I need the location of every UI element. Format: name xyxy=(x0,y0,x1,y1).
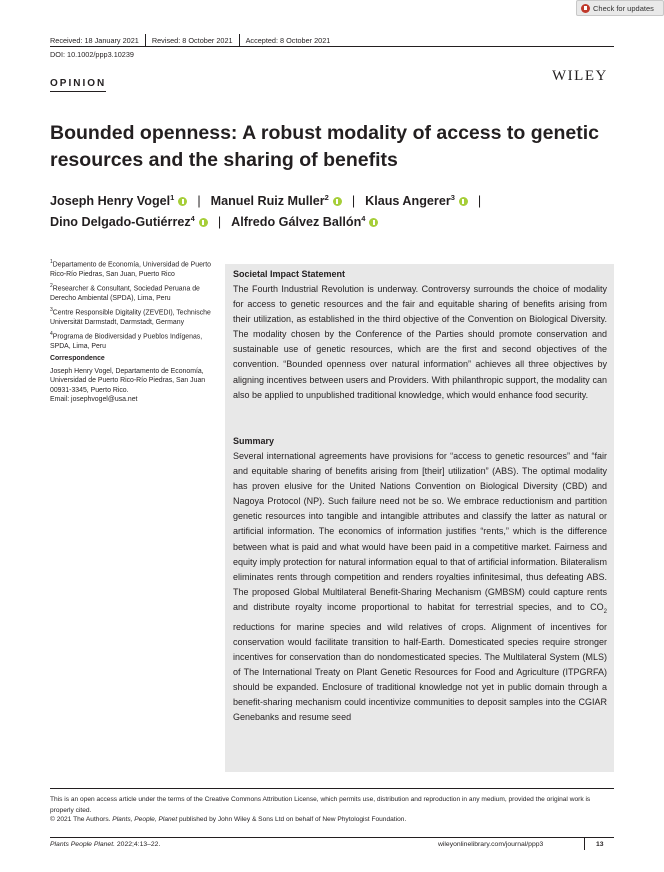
author-list-line-2 xyxy=(50,215,378,229)
check-updates-icon xyxy=(581,4,590,13)
page-number-separator xyxy=(584,838,585,850)
copyright-suffix: published by John Wiley & Sons Ltd on behalf of New Phytologist Foundation. xyxy=(177,816,407,823)
orcid-icon[interactable] xyxy=(333,197,342,206)
affiliation-sup: 1 xyxy=(50,259,53,265)
orcid-icon[interactable] xyxy=(459,197,468,206)
author-name: Klaus Angerer xyxy=(365,194,451,208)
affiliation xyxy=(50,330,215,351)
journal-citation xyxy=(50,841,160,848)
author-name: Joseph Henry Vogel xyxy=(50,194,171,208)
author-separator: | xyxy=(477,194,482,208)
section-label: OPINION xyxy=(50,78,107,89)
header-rule xyxy=(50,46,614,47)
author-separator: | xyxy=(197,194,201,208)
accepted-date: Accepted: 8 October 2021 xyxy=(245,36,331,45)
copyright-prefix: © 2021 The Authors. xyxy=(50,816,113,823)
author-affil-sup: 4 xyxy=(361,213,366,223)
author-affil-sup: 3 xyxy=(450,192,455,202)
author[interactable] xyxy=(211,194,342,208)
correspondence-email[interactable]: Email: josephvogel@usa.net xyxy=(50,396,138,404)
copyright-text xyxy=(50,816,406,823)
page-number: 13 xyxy=(596,841,604,848)
author-separator: | xyxy=(217,215,222,229)
co2-subscript: 2 xyxy=(603,608,607,615)
orcid-icon[interactable] xyxy=(178,197,187,206)
correspondence-address: Joseph Henry Vogel, Departamento de Economía, Universidad de Puerto Rico-Río Piedras, San Juan 00931-3345, Puerto Rico. xyxy=(50,367,206,394)
check-updates-label: Check for updates xyxy=(593,4,654,13)
correspondence-text xyxy=(50,367,215,405)
affiliation xyxy=(50,258,215,279)
author-list-line-1 xyxy=(50,194,491,208)
affiliation-sup: 3 xyxy=(50,307,53,314)
author-affil-sup: 4 xyxy=(190,213,195,223)
article-title: Bounded openness: A robust modality of access to genetic resources and the sharing of benefits xyxy=(50,122,599,171)
summary-text-1: Several international agreements have provisions for “access to genetic resources” and “fair and equitable sharing of benefits arising from [their] utilization” (ABS). The optimal modality has proven elusive for the United Nations Convention on Biological Diversity (CBD) and Nagoya Protocol (NP). Such failure need not be so. We embrace reductionism and partition genetic resources into tangible and intangible attributes and classify the latter as natural or artificial information. The economics of information justifies “rents,” which is the difference between what is paid and what would have been paid in a competitive market. Fairness and equity imply protection for natural information equal to that of artificial information. Bilateralism eliminates rents through competition and renders royalties infinitesimal, thus defeating ABS. The proposed Global Multilateral Benefit-Sharing Mechanism (GMBSM) could capture rents and distribute royalty income proportional to habitat for terrestrial species, and to CO xyxy=(233,451,607,612)
author[interactable] xyxy=(50,194,187,208)
check-for-updates-button[interactable] xyxy=(576,0,664,16)
orcid-icon[interactable] xyxy=(369,218,378,227)
copyright-journal: Plants, People, Planet xyxy=(112,816,178,823)
revised-date: Revised: 8 October 2021 xyxy=(151,36,233,45)
footer-rule xyxy=(50,788,614,789)
journal-name: Plants People Planet. xyxy=(50,841,115,848)
author-affil-sup: 1 xyxy=(170,192,175,202)
impact-statement-body: The Fourth Industrial Revolution is underway. Controversy surrounds the choice of modality for access to genetic resources and the fair and equitable sharing of benefits arising from their utilization, as established in the third objective of the Convention on Biological Diversity. The modality chosen by the Conference of the Parties should promote conservation and sustainable use of genetic resources, which are the first and second objectives of the convention. “Bounded openness over natural information” achieves all three objectives by aligning incentives between users and Providers. With philanthropic support, the modality can also be applied to unpublished traditional knowledge, which would enhance food security. xyxy=(233,284,607,400)
doi[interactable]: DOI: 10.1002/ppp3.10239 xyxy=(50,50,134,59)
summary-heading: Summary xyxy=(233,436,275,446)
correspondence-heading: Correspondence xyxy=(50,355,105,363)
license-text: This is an open access article under the terms of the Creative Commons Attribution License, which permits use, distribution and reproduction in any medium, provided the original work is properly cited. xyxy=(50,796,591,814)
publisher-logo: WILEY xyxy=(552,68,608,84)
author-separator: | xyxy=(351,194,356,208)
author-name: Manuel Ruiz Muller xyxy=(210,194,325,208)
author-name: Alfredo Gálvez Ballón xyxy=(231,215,362,229)
section-underline xyxy=(50,91,106,92)
received-date: Received: 18 January 2021 xyxy=(50,36,139,45)
affiliation xyxy=(50,282,215,303)
author[interactable] xyxy=(50,215,208,229)
affiliation xyxy=(50,306,215,327)
summary-text-2: reductions for marine species and wild relatives of crops. Alignment of incentives for conservation would facilitate transition to half-Earth. Domesticated species require stronger incentives for conservation than do nondomesticated species. The Multilateral System (MLS) of The International Treaty on Plant Genetic Resources for Food and Agriculture (ITPGRFA) should be expanded. Enclosure of traditional knowledge not yet in public domain through a benefit-sharing mechanism could incentivize communities to deposit samples into the CGIAR Genebanks and resume seed xyxy=(233,621,607,723)
affiliation-text: Researcher & Consultant, Sociedad Peruana de Derecho Ambiental (SPDA), Lima, Peru xyxy=(50,285,200,302)
journal-url-link[interactable]: wileyonlinelibrary.com/journal/ppp3 xyxy=(438,841,544,848)
author-affil-sup: 2 xyxy=(324,192,329,202)
affiliation-text: Programa de Biodiversidad y Pueblos Indígenas, SPDA, Lima, Peru xyxy=(50,333,203,351)
affiliation-text: Centre Responsible Digitality (ZEVEDI), Technische Universität Darmstadt, Darmstadt, Germany xyxy=(50,309,211,326)
orcid-icon[interactable] xyxy=(199,218,208,227)
bottom-rule xyxy=(50,837,614,838)
journal-ref: 2022;4:13–22. xyxy=(115,841,161,848)
affiliations xyxy=(50,258,215,407)
author[interactable] xyxy=(365,194,468,208)
affiliation-sup: 4 xyxy=(50,331,53,338)
affiliation-text: Departamento de Economía, Universidad de Puerto Rico-Río Piedras, San Juan, Puerto Rico xyxy=(50,261,211,278)
author-name: Dino Delgado-Gutiérrez xyxy=(50,215,191,229)
author[interactable] xyxy=(231,215,378,229)
affiliation-sup: 2 xyxy=(50,283,53,290)
impact-statement-heading: Societal Impact Statement xyxy=(233,269,346,279)
summary-body xyxy=(233,449,607,725)
